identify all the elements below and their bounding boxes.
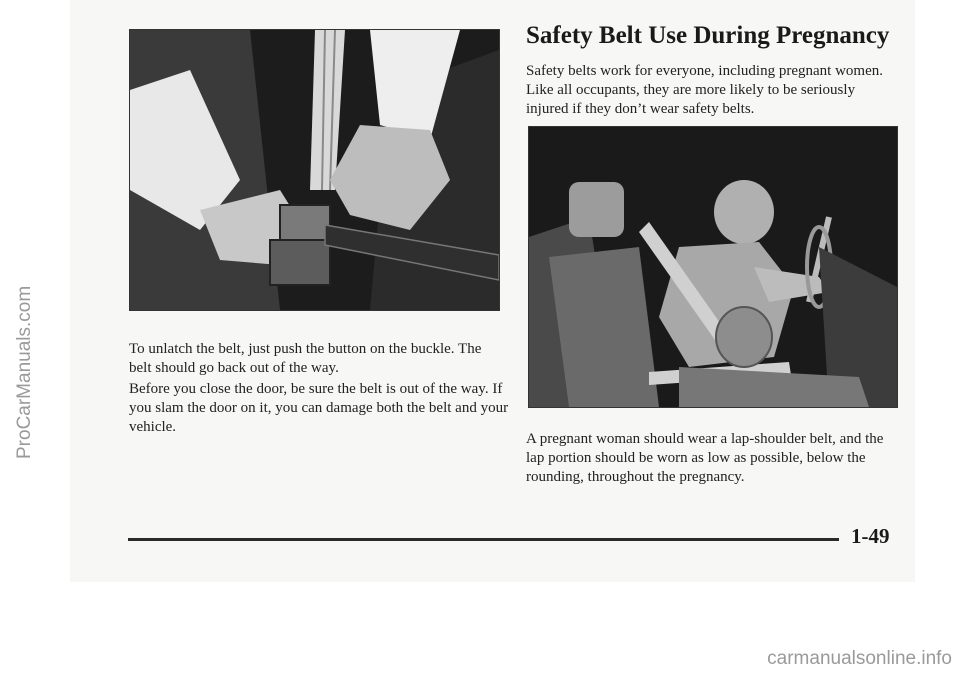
section-heading: Safety Belt Use During Pregnancy: [526, 22, 890, 49]
pregnancy-belt-paragraph: A pregnant woman should wear a lap-shoulder belt, and the lap portion should be worn as low as possible, below the rounding, throughout the pregnancy.: [526, 431, 884, 485]
pregnancy-intro-paragraph: Safety belts work for everyone, including pregnant women. Like all occupants, they are more likely to be seriously injured if they don’t wear safety belts.: [526, 63, 883, 117]
buckle-illustration: [129, 29, 500, 311]
door-warning-paragraph: Before you close the door, be sure the belt is out of the way. If you slam the door on it, you can damage both the belt and your vehicle.: [129, 381, 509, 435]
footer-rule: [128, 538, 839, 541]
pregnancy-belt-illustration: [528, 126, 898, 408]
page-number: 1-49: [851, 524, 890, 548]
bottom-watermark: carmanualsonline.info: [767, 648, 952, 669]
unlatch-paragraph: To unlatch the belt, just push the button on the buckle. The belt should go back out of the way.: [129, 341, 482, 376]
side-watermark: ProCarManuals.com: [14, 285, 35, 459]
